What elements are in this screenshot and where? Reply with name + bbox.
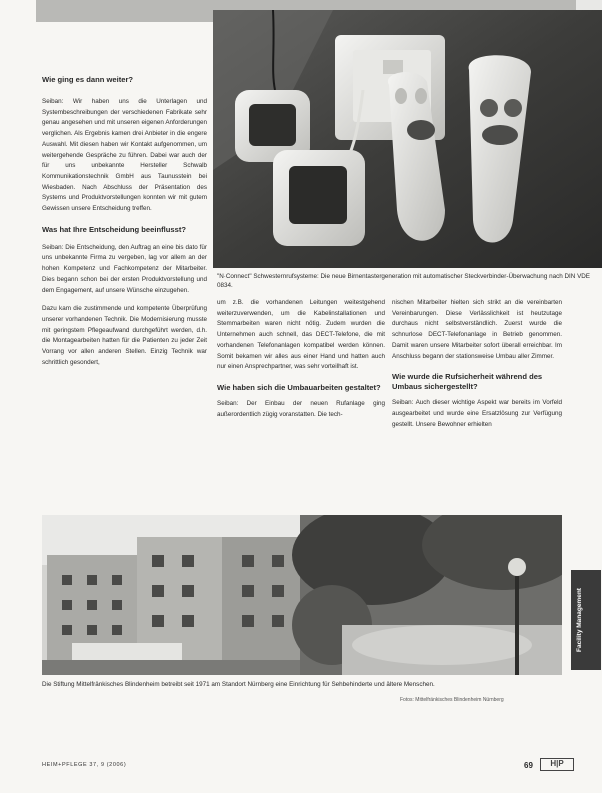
heading-decision: Was hat Ihre Entscheidung beeinflusst? [42, 224, 187, 234]
photo-credit: Fotos: Mittelfränkisches Blindenheim Nürnberg [400, 697, 504, 703]
paragraph: nischen Mitarbeiter hielten sich strikt an die vereinbarten Vereinbarungen. Diese Verlässlichkeit ist heutzutage durchaus nicht selbstverständlich. Zuerst wurde die schnurlose DECT-Telefonanlage in Betrieb genommen. Damit waren unsere Mitarbeiter sofort überall erreichbar. Im Anschluss begann der stationsweise Umbau aller Zimmer. [392, 299, 562, 360]
heading-call-safety: Wie wurde die Rufsicherheit während des Umbaus sichergestellt? [392, 372, 543, 392]
section-tab-label: Facility Management [576, 588, 583, 652]
device-photo [213, 10, 602, 268]
caption-text: "N·Connect" Schwesternrufsysteme: Die neue Birnentastergeneration mit automatischer Steckverbinder-Überwachung nach DIN VDE 0834. [217, 273, 591, 289]
heading-next-steps: Wie ging es dann weiter? [42, 75, 134, 84]
paragraph: Seiban: Wir haben uns die Unterlagen und Systembeschreibungen der verschiedenen Fabrikate sehr genau angesehen und mit unseren eigenen Anforderungen verglichen. Als Ergebnis kamen drei Anbieter in die engere Auswahl. Mit diesen haben wir Kontakt aufgenommen, um weitergehende Gespräche zu führen. Dabei war auch der für uns unbekannte Hersteller Schwalb Kommunikationstechnik GmbH aus Taunusstein bei Wiesbaden. Nach Abschluss der Präsentation des Systems und Produktvorstellungen konnten wir mit gutem Gewissen unsere Entscheidung treffen. [42, 98, 207, 213]
page-number: 69 [524, 761, 533, 770]
journal-logo: H|P [540, 758, 574, 771]
building-illustration [42, 515, 562, 675]
journal-reference: HEIM+PFLEGE 37, 9 (2006) [42, 762, 127, 768]
device-photo-caption [217, 272, 597, 290]
device-illustration [213, 10, 602, 268]
section-tab [571, 570, 601, 670]
paragraph: Seiban: Die Entscheidung, den Auftrag an eine bis dato für uns unbekannte Firma zu vergeben, lag vor allem an der hohen Kompetenz und Fachkompetenz der Mitarbeiter. Dies begann schon bei der ersten Produktvorstellung und dem Engagement, auf unsere Wünsche einzugehen. [42, 243, 207, 294]
caption-text: Die Stiftung Mittelfränkisches Blindenheim betreibt seit 1971 am Standort Nürnberg eine Einrichtung für Sehbehinderte und ältere Menschen. [42, 681, 435, 688]
building-photo-caption [42, 680, 562, 689]
building-photo [42, 515, 562, 675]
heading-renovation: Wie haben sich die Umbauarbeiten gestaltet? [217, 382, 381, 392]
paragraph: Dazu kam die zustimmende und kompetente Überprüfung unserer vorhandenen Technik. Die Modernisierung musste mit geringstem Pflegeaufwand durchgeführt werden, d.h. die Montagearbeiten hatten für die Patienten zu jeder Zeit Vorrang vor allen anderen Stellen. Einzig Technik war schrittlich gesondert, [42, 305, 207, 366]
middle-column [217, 298, 385, 420]
paragraph: Seiban: Auch dieser wichtige Aspekt war bereits im Vorfeld ausgearbeitet und wurde eine Ersatzlösung zur Verfügung gestellt. Unsere Bewohner erhielten [392, 399, 562, 428]
paragraph: um z.B. die vorhandenen Leitungen weitestgehend weiterzuverwenden, um die Kabelinstallationen und Stemmarbeiten waren nicht nötig. Zudem wurden die Unternehmen auch schnell, das DECT-Telefone, die mit vorhandenen Telefonanlagen kompatibel werden können. Somit bekamen wir alles aus einer Hand und hatten auch nur einen Ansprechpartner, was sehr vorteilhaft ist. [217, 299, 385, 371]
left-column [42, 75, 207, 368]
paragraph: Seiban: Der Einbau der neuen Rufanlage ging außerordentlich zügig voranstatten. Die tech- [217, 399, 385, 418]
right-column [392, 298, 562, 430]
